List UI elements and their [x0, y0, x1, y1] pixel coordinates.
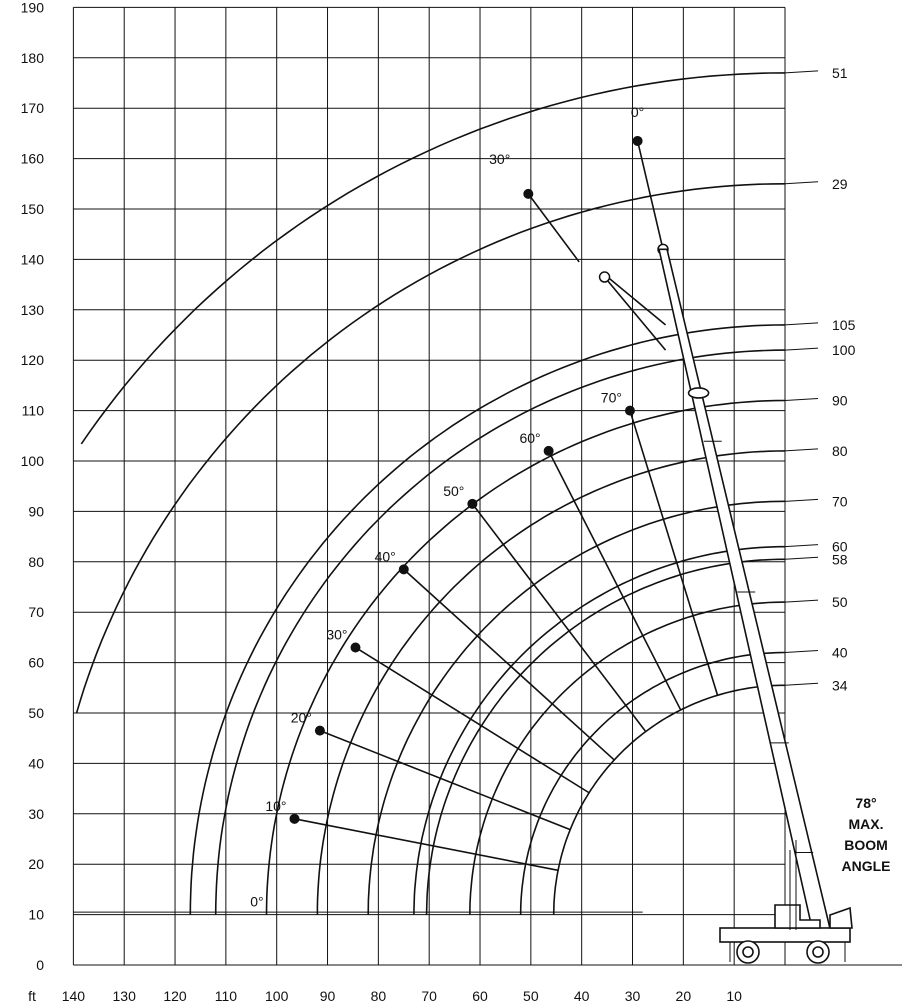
y-tick-label: 50: [28, 705, 44, 721]
x-tick-label: 130: [112, 988, 136, 1004]
boom-length-leader: [785, 545, 818, 547]
rear-wheel-hub: [813, 947, 823, 957]
boom-angle-label: 50°: [443, 482, 465, 499]
boom-length-label: 105: [832, 316, 856, 333]
max-boom-angle-annotation: MAX.: [848, 816, 884, 832]
jib-angle-point: [523, 189, 533, 199]
boom-length-arc: [470, 602, 785, 915]
x-tick-label: 110: [214, 988, 238, 1004]
x-tick-label: 50: [523, 988, 539, 1004]
y-tick-label: 130: [20, 301, 44, 318]
boom-length-leader: [785, 323, 818, 325]
jib-line: [528, 194, 579, 262]
y-tick-label: 0: [36, 957, 44, 973]
jib-line: [605, 277, 666, 350]
boom-angle-label: 30°: [326, 626, 348, 643]
boom-length-label: 70: [832, 493, 848, 510]
crane-drawing: [659, 249, 852, 963]
boom-angle-label: 20°: [290, 709, 312, 726]
boom-length-label: 100: [832, 342, 856, 359]
boom-length-arc: [267, 401, 786, 915]
y-tick-label: 40: [28, 755, 44, 772]
boom-angle-label: 10°: [265, 797, 287, 814]
max-boom-angle-annotation: 78°: [855, 795, 877, 811]
boom-length-label: 58: [832, 551, 848, 568]
boom-angle-line: [294, 819, 558, 870]
y-tick-label: 150: [20, 201, 44, 217]
boom-section-collar: [689, 388, 709, 398]
boom-length-leader: [785, 71, 818, 73]
y-tick-label: 190: [20, 0, 44, 16]
boom-length-label: 60: [832, 538, 848, 555]
jib-angle-point: [633, 136, 643, 146]
boom-length-arc: [368, 501, 785, 914]
boom-length-leader: [785, 557, 818, 559]
boom-angle-points: [289, 136, 668, 824]
y-tick-label: 180: [20, 49, 44, 66]
y-tick-label: 10: [28, 906, 44, 923]
boom-angle-label: 70°: [600, 389, 622, 406]
boom-length-arc: [521, 653, 785, 915]
truck-chassis: [720, 928, 850, 942]
boom-length-leader: [785, 348, 818, 350]
boom-angle-line: [320, 731, 570, 830]
boom-length-arc: [554, 685, 785, 914]
boom-angle-lines: [294, 141, 717, 870]
boom-length-leader: [785, 651, 818, 653]
boom-angle-point: [289, 814, 299, 824]
y-tick-label: 90: [28, 503, 44, 520]
boom-length-arc: [317, 451, 785, 915]
boom-angle-label: 0°: [250, 893, 264, 910]
boom-angle-point: [467, 499, 477, 509]
boom-angle-point: [350, 642, 360, 652]
front-wheel-hub: [743, 947, 753, 957]
boom-length-leader: [785, 399, 818, 401]
boom-length-label: 80: [832, 442, 848, 459]
x-tick-label: 30: [624, 988, 641, 1004]
y-tick-label: 100: [20, 453, 44, 469]
boom-angle-line: [404, 569, 614, 760]
boom-length-arc: [77, 184, 786, 713]
jib-line: [608, 277, 666, 325]
x-tick-label: 90: [319, 988, 336, 1004]
boom-angle-point: [315, 726, 325, 736]
x-tick-label: 140: [61, 988, 86, 1004]
boom-length-label: 34: [832, 677, 848, 694]
boom-length-leader: [785, 600, 818, 602]
jib-angle-label: 30°: [489, 150, 511, 167]
y-tick-label: 120: [20, 352, 44, 369]
boom-length-label: 50: [832, 594, 848, 611]
x-axis-label: ft: [28, 988, 36, 1004]
x-tick-label: 80: [370, 988, 387, 1004]
max-boom-angle-annotation: BOOM: [844, 837, 888, 853]
boom-length-arc: [216, 350, 785, 915]
boom-angle-point: [544, 446, 554, 456]
boom-length-label: 29: [832, 175, 848, 192]
x-tick-label: 60: [472, 988, 488, 1004]
y-tick-label: 60: [28, 654, 44, 671]
boom-length-arc: [414, 547, 785, 915]
boom-length-label: 90: [832, 392, 848, 409]
boom-length-arc: [81, 73, 785, 444]
x-tick-label: 70: [421, 988, 437, 1004]
boom-angle-label: 40°: [374, 548, 396, 565]
boom-length-label: 51: [832, 64, 848, 81]
jib-angle-label: 0°: [630, 103, 645, 120]
y-tick-label: 160: [20, 150, 44, 167]
x-tick-label: 40: [573, 988, 590, 1004]
x-tick-label: 120: [163, 988, 187, 1004]
boom-head: [830, 908, 852, 928]
x-tick-label: 100: [265, 988, 289, 1004]
y-tick-label: 80: [28, 553, 44, 570]
x-tick-label: 20: [675, 988, 692, 1004]
y-tick-label: 70: [28, 604, 44, 621]
boom-tip-point: [600, 272, 610, 282]
y-tick-label: 140: [20, 251, 44, 268]
boom-length-leader: [785, 499, 818, 501]
x-tick-label: 10: [726, 988, 742, 1004]
boom-length-leader: [785, 683, 818, 685]
y-tick-label: 110: [21, 402, 44, 419]
boom-angle-point: [399, 564, 409, 574]
boom-length-leader: [785, 182, 818, 184]
boom-angle-label: 60°: [519, 429, 541, 446]
boom-angle-line: [355, 647, 589, 792]
boom-length-label: 40: [832, 644, 848, 661]
max-boom-angle-annotation: ANGLE: [841, 858, 891, 874]
y-tick-label: 20: [28, 856, 44, 873]
y-tick-label: 170: [20, 100, 44, 117]
boom-length-leader: [785, 449, 818, 451]
boom-angle-point: [625, 406, 635, 416]
y-tick-label: 30: [28, 805, 44, 822]
